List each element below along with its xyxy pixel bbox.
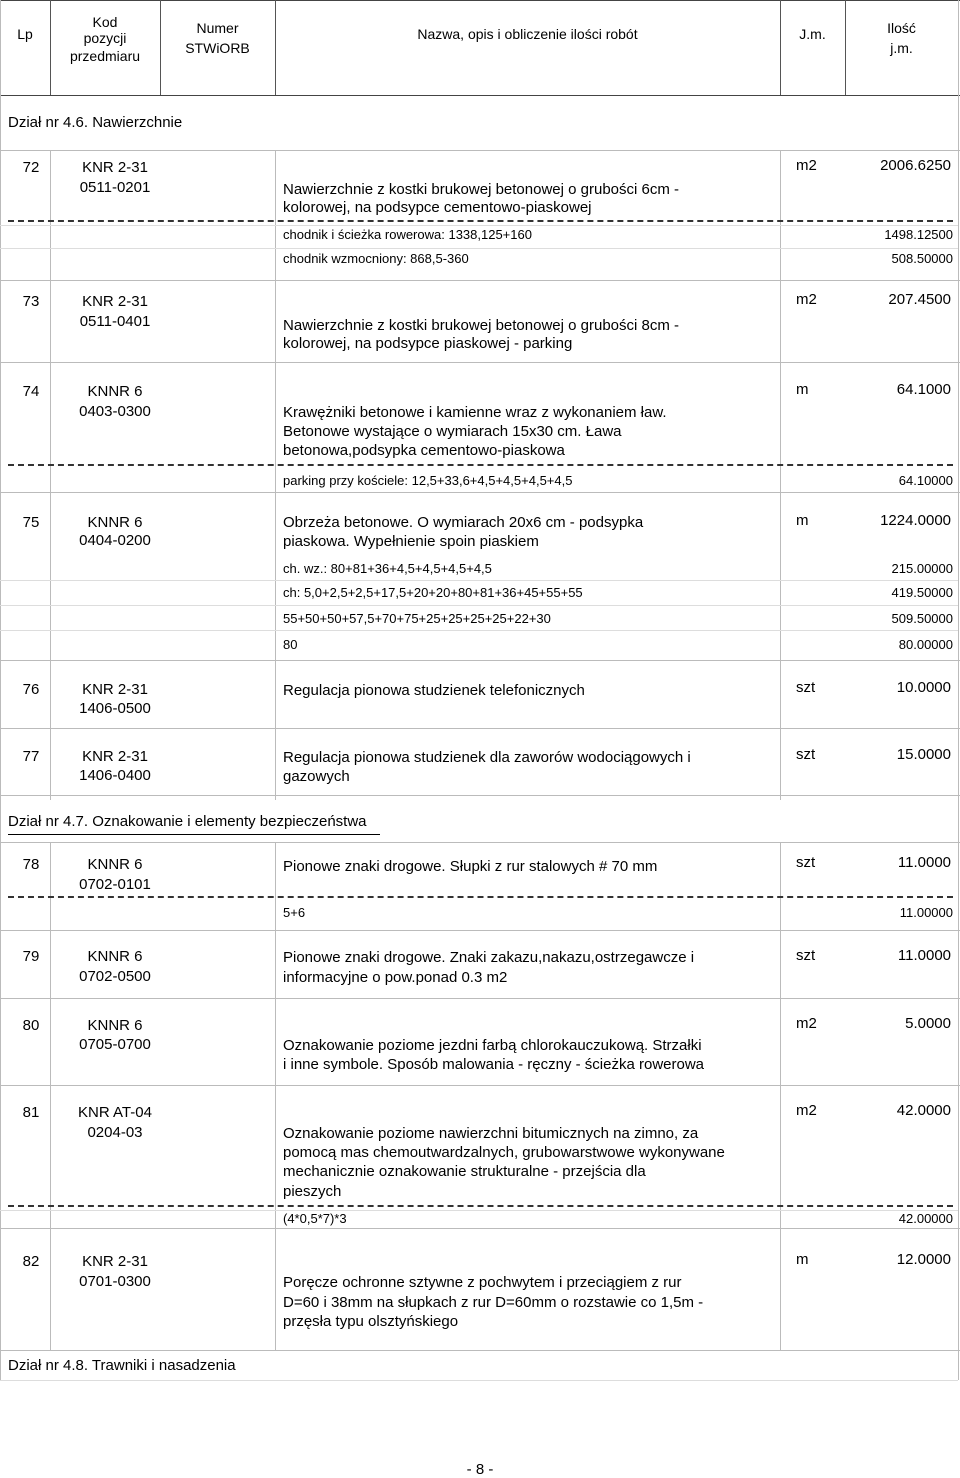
page-number: - 8 - [466, 1461, 494, 1478]
item-separator [8, 464, 953, 466]
section-title-4-7: Dział nr 4.7. Oznakowanie i elementy bezpieczeństwa [8, 813, 367, 830]
item-kod-number: 0701-0300 [79, 1273, 151, 1290]
calc-value: 419.50000 [891, 585, 953, 600]
item-unit: szt [796, 746, 816, 763]
item-quantity: 10.0000 [896, 679, 951, 696]
item-description: betonowa,podsypka cementowo-piaskowa [283, 442, 565, 459]
item-quantity: 1224.0000 [880, 512, 951, 529]
item-description: Pionowe znaki drogowe. Słupki z rur stalowych # 70 mm [283, 858, 658, 875]
calc-value: 11.00000 [899, 905, 953, 920]
item-lp: 78 [22, 856, 40, 873]
item-kod: KNR 2-31 [82, 681, 148, 698]
calc-text: 55+50+50+57,5+70+75+25+25+25+25+22+30 [283, 611, 551, 626]
item-unit: m [796, 1251, 809, 1268]
item-unit: m2 [796, 157, 817, 174]
item-description: mechanicznie oznakowanie strukturalne - przejścia dla [283, 1163, 646, 1180]
item-separator [8, 896, 953, 898]
item-description: Poręcze ochronne sztywne z pochwytem i przeciągiem z rur [283, 1274, 682, 1291]
header-nazwa: Nazwa, opis i obliczenie ilości robót [417, 26, 638, 42]
item-kod: KNNR 6 [87, 1017, 143, 1034]
item-kod: KNNR 6 [87, 383, 143, 400]
item-quantity: 5.0000 [905, 1015, 951, 1032]
item-lp: 79 [22, 948, 40, 965]
calc-value: 80.00000 [898, 637, 953, 652]
item-lp: 81 [22, 1104, 40, 1121]
item-quantity: 42.0000 [896, 1102, 951, 1119]
item-description: Nawierzchnie z kostki brukowej betonowej o grubości 8cm - [283, 317, 680, 334]
calc-value: 508.50000 [891, 251, 953, 266]
calc-value: 64.10000 [898, 473, 953, 488]
item-kod: KNR 2-31 [82, 159, 148, 176]
item-description: piaskowa. Wypełnienie spoin piaskiem [283, 533, 539, 550]
item-lp: 75 [22, 514, 40, 531]
item-description: Obrzeża betonowe. O wymiarach 20x6 cm - podsypka [283, 514, 644, 531]
item-lp: 72 [22, 159, 40, 176]
item-description: pomocą mas chemoutwardzalnych, grubowarstwowe wykonywane [283, 1144, 725, 1161]
section-underline [8, 834, 380, 835]
item-kod-number: 1406-0500 [79, 700, 151, 717]
item-lp: 82 [22, 1253, 40, 1270]
header-kod-line1: Kod [92, 14, 118, 30]
item-unit: m [796, 512, 809, 529]
item-lp: 74 [22, 383, 40, 400]
calc-text: parking przy kościele: 12,5+33,6+4,5+4,5+4,5+4,5 [283, 473, 573, 488]
item-unit: szt [796, 679, 816, 696]
item-quantity: 11.0000 [897, 854, 951, 871]
item-kod-number: 0511-0201 [79, 179, 151, 196]
item-unit: m2 [796, 1102, 817, 1119]
header-kod-line3: przedmiaru [69, 48, 141, 64]
item-lp: 80 [22, 1017, 40, 1034]
item-quantity: 15.0000 [896, 746, 951, 763]
calc-text: chodnik wzmocniony: 868,5-360 [283, 251, 469, 266]
item-kod: KNR 2-31 [82, 293, 148, 310]
item-unit: m2 [796, 1015, 817, 1032]
item-kod-number: 0511-0401 [79, 313, 151, 330]
item-quantity: 2006.6250 [880, 157, 951, 174]
header-numer-line1: Numer [196, 20, 239, 36]
item-kod-number: 0705-0700 [79, 1036, 151, 1053]
item-kod: KNNR 6 [87, 514, 143, 531]
item-kod-number: 1406-0400 [79, 767, 151, 784]
header-ilosc-line1: Ilość [887, 20, 916, 36]
calc-text: chodnik i ścieżka rowerowa: 1338,125+160 [283, 227, 532, 242]
item-description: Regulacja pionowa studzienek telefonicznych [283, 682, 585, 699]
item-description: Nawierzchnie z kostki brukowej betonowej o grubości 6cm - [283, 181, 680, 198]
item-description: Oznakowanie poziome nawierzchni bitumicznych na zimno, za [283, 1125, 699, 1142]
item-description: i inne symbole. Sposób malowania - ręczny - ścieżka rowerowa [283, 1056, 705, 1073]
item-description: Krawężniki betonowe i kamienne wraz z wykonaniem ław. [283, 404, 667, 421]
item-description: Pionowe znaki drogowe. Znaki zakazu,nakazu,ostrzegawcze i [283, 949, 695, 966]
item-description: kolorowej, na podsypce piaskowej - parking [283, 335, 573, 352]
item-description: gazowych [283, 768, 350, 785]
header-ilosc-line2: j.m. [890, 40, 913, 56]
section-title-4-8: Dział nr 4.8. Trawniki i nasadzenia [8, 1357, 236, 1374]
calc-text: ch. wz.: 80+81+36+4,5+4,5+4,5+4,5 [283, 561, 492, 576]
item-unit: szt [796, 854, 816, 871]
item-description: Oznakowanie poziome jezdni farbą chlorokauczukową. Strzałki [283, 1037, 702, 1054]
item-quantity: 12.0000 [896, 1251, 951, 1268]
calc-text: 5+6 [283, 905, 306, 920]
calc-value: 42.00000 [898, 1211, 953, 1226]
item-kod: KNNR 6 [87, 948, 143, 965]
item-description: informacyjne o pow.ponad 0.3 m2 [283, 969, 508, 986]
item-description: Regulacja pionowa studzienek dla zaworów wodociągowych i [283, 749, 691, 766]
item-description: D=60 i 38mm na słupkach z rur D=60mm o rozstawie co 1,5m - [283, 1294, 704, 1311]
item-kod-number: 0403-0300 [79, 403, 151, 420]
item-unit: m2 [796, 291, 817, 308]
item-lp: 73 [22, 293, 40, 310]
item-kod: KNR 2-31 [82, 748, 148, 765]
item-separator [8, 220, 953, 222]
item-kod: KNR AT-04 [78, 1104, 152, 1121]
item-quantity: 207.4500 [888, 291, 951, 308]
item-unit: m [796, 381, 809, 398]
item-kod-number: 0204-03 [87, 1124, 143, 1141]
calc-value: 1498.12500 [884, 227, 953, 242]
calc-text: 80 [283, 637, 298, 652]
item-description: Betonowe wystające o wymiarach 15x30 cm. Ława [283, 423, 622, 440]
section-title-4-6: Dział nr 4.6. Nawierzchnie [8, 114, 183, 131]
header-jm: J.m. [799, 26, 826, 42]
header-lp: Lp [17, 26, 33, 42]
item-kod: KNNR 6 [87, 856, 143, 873]
item-description: pieszych [283, 1183, 342, 1200]
item-kod-number: 0702-0500 [79, 968, 151, 985]
item-quantity: 64.1000 [896, 381, 951, 398]
item-description: kolorowej, na podsypce cementowo-piaskowej [283, 199, 592, 216]
calc-value: 509.50000 [891, 611, 953, 626]
item-separator [8, 1205, 953, 1207]
header-kod-line2: pozycji [83, 30, 127, 46]
header-numer-line2: STWiORB [185, 40, 250, 56]
item-unit: szt [796, 947, 816, 964]
item-lp: 76 [22, 681, 40, 698]
item-description: przęsła typu olsztyńskiego [283, 1313, 459, 1330]
item-kod-number: 0404-0200 [79, 532, 151, 549]
calc-text: ch: 5,0+2,5+2,5+17,5+20+20+80+81+36+45+55+55 [283, 585, 583, 600]
item-kod-number: 0702-0101 [79, 876, 151, 893]
item-quantity: 11.0000 [897, 947, 951, 964]
calc-text: (4*0,5*7)*3 [283, 1211, 347, 1226]
calc-value: 215.00000 [891, 561, 953, 576]
item-lp: 77 [22, 748, 40, 765]
item-kod: KNR 2-31 [82, 1253, 148, 1270]
